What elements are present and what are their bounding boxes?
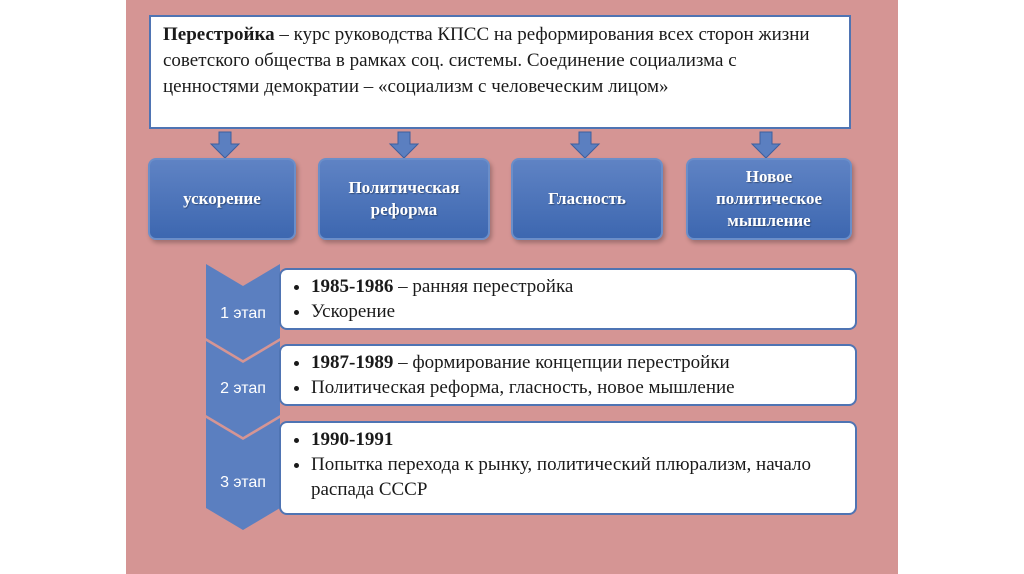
stage-period: 1985-1986 (311, 276, 394, 297)
stage-detail-item: • Ускорение (311, 299, 847, 324)
down-arrow-icon (209, 131, 241, 159)
category-label: Политическая реформа (348, 178, 460, 219)
category-new-thinking (686, 158, 852, 240)
stage-period-desc: – формирование концепции перестройки (393, 352, 730, 373)
stage-period-desc: – ранняя перестройка (393, 276, 574, 297)
stage-box-1 (279, 268, 857, 330)
stage-label-3: 3 этап (220, 474, 266, 491)
stage-detail-item: • Попытка перехода к рынку, политический плюрализм, начало распада СССР (311, 452, 847, 502)
stage-period-item (311, 274, 847, 299)
stage-period: 1990-1991 (311, 429, 394, 450)
category-label: Новое политическое мышление (715, 167, 823, 230)
category-political-reform (318, 158, 490, 240)
stage-label-2: 2 этап (220, 380, 266, 397)
stage-period-item (311, 427, 847, 452)
down-arrow-icon (388, 131, 420, 159)
category-label: Гласность (548, 189, 626, 208)
stage-period: 1987-1989 (311, 352, 394, 373)
stage-period-item (311, 350, 847, 375)
category-label: ускорение (183, 189, 261, 208)
stage-label-1: 1 этап (220, 305, 266, 322)
definition-box (149, 15, 851, 129)
category-glasnost (511, 158, 663, 240)
definition-text: – курс руководства КПСС на реформирования всех сторон жизни советского общества в рамках соц. системы. Соединение социализма с ценностями демократии – «социализм с человеческим лицом» (163, 24, 810, 97)
stage-detail-item: • Политическая реформа, гласность, новое мышление (311, 375, 847, 400)
definition-term: Перестройка (163, 24, 275, 45)
stage-box-3 (279, 421, 857, 515)
category-acceleration (148, 158, 296, 240)
down-arrow-icon (569, 131, 601, 159)
stage-box-2 (279, 344, 857, 406)
down-arrow-icon (750, 131, 782, 159)
